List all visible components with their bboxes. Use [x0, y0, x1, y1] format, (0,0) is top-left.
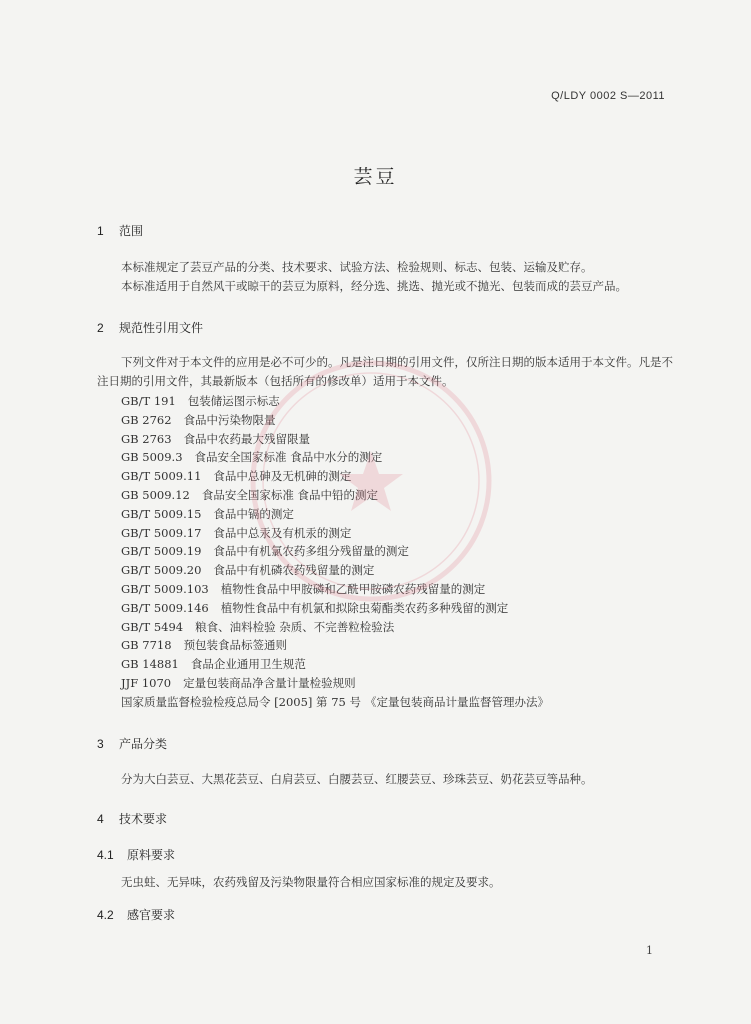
- reference-name: 包装储运图示标志: [187, 394, 280, 408]
- reference-item: [121, 599, 549, 618]
- reference-code: GB 7718: [121, 638, 172, 653]
- reference-item: [121, 542, 549, 561]
- reference-name: 食品中有机磷农药残留量的测定: [213, 563, 375, 578]
- reference-code: GB/T 5009.19: [121, 544, 202, 559]
- reference-item: [121, 674, 549, 693]
- section-2-heading: [97, 319, 203, 336]
- reference-item: [121, 561, 549, 580]
- scope-paragraph-1: 本标准规定了芸豆产品的分类、技术要求、试验方法、检验规则、标志、包装、运输及贮存。: [121, 260, 593, 274]
- section-3-heading: [97, 735, 167, 752]
- reference-name: 食品中总汞及有机汞的测定: [213, 525, 352, 540]
- reference-name: 食品安全国家标准 食品中水分的测定: [194, 450, 383, 465]
- reference-code: GB/T 5009.103: [121, 581, 209, 596]
- reference-code: GB 2762: [121, 412, 172, 427]
- reference-item: [121, 448, 549, 467]
- section-3-title: 产品分类: [119, 737, 168, 751]
- reference-item: [121, 467, 549, 486]
- section-2-number: 2: [97, 321, 104, 335]
- reference-item: [121, 618, 549, 637]
- section-4-2-title: 感官要求: [127, 908, 176, 922]
- reference-list: [121, 392, 549, 712]
- section-4-number: 4: [97, 812, 104, 826]
- scope-paragraph-2: 本标准适用于自然风干或晾干的芸豆为原料，经分选、挑选、抛光或不抛光、包装而成的芸豆产品。: [121, 279, 627, 293]
- classification-text: 分为大白芸豆、大黑花芸豆、白肩芸豆、白腰芸豆、红腰芸豆、珍珠芸豆、奶花芸豆等品种。: [121, 772, 593, 786]
- reference-item: [121, 580, 549, 599]
- reference-item: [121, 524, 549, 543]
- reference-code: 国家质量监督检验检疫总局令 [2005] 第 75 号: [121, 694, 361, 709]
- reference-code: GB/T 5009.15: [121, 506, 202, 521]
- reference-code: JJF 1070: [121, 675, 172, 690]
- reference-item: [121, 636, 549, 655]
- reference-name: 食品中农药最大残留限量: [183, 431, 311, 446]
- section-1-heading: [97, 222, 143, 239]
- reference-code: GB/T 5009.11: [121, 469, 202, 484]
- reference-name: 植物性食品中有机氯和拟除虫菊酯类农药多种残留的测定: [220, 600, 509, 615]
- reference-code: GB 2763: [121, 431, 172, 446]
- reference-name: 食品企业通用卫生规范: [190, 657, 306, 672]
- reference-code: GB 14881: [121, 657, 179, 672]
- section-3-number: 3: [97, 737, 104, 751]
- section-4-1-heading: [97, 846, 175, 863]
- section-1-title: 范围: [119, 224, 144, 238]
- reference-code: GB/T 5009.146: [121, 600, 209, 615]
- reference-item: [121, 486, 549, 505]
- raw-material-text: 无虫蛀、无异味，农药残留及污染物限量符合相应国家标准的规定及要求。: [121, 875, 501, 889]
- reference-name: 食品中污染物限量: [183, 412, 276, 427]
- reference-name: 食品安全国家标准 食品中铅的测定: [201, 487, 379, 502]
- section-1-number: 1: [97, 224, 104, 238]
- reference-name: 粮食、油料检验 杂质、不完善粒检验法: [195, 619, 395, 634]
- reference-code: GB/T 5009.17: [121, 525, 202, 540]
- reference-item: [121, 655, 549, 674]
- section-4-1-title: 原料要求: [127, 848, 176, 862]
- reference-code: GB/T 5009.20: [121, 563, 202, 578]
- section-4-2-number: 4.2: [97, 908, 114, 922]
- section-4-1-number: 4.1: [97, 848, 114, 862]
- reference-item: [121, 392, 549, 411]
- reference-name: 《定量包装商品计量监督管理办法》: [365, 694, 549, 709]
- section-4-heading: [97, 810, 167, 827]
- reference-name: 预包装食品标签通则: [183, 638, 288, 653]
- page-number: 1: [646, 944, 653, 957]
- reference-name: 定量包装商品净含量计量检验规则: [183, 675, 356, 690]
- reference-name: 食品中总砷及无机砷的测定: [213, 469, 352, 484]
- reference-item: [121, 411, 549, 430]
- reference-code: GB/T 191: [121, 394, 176, 408]
- reference-item: [121, 430, 549, 449]
- reference-item: [121, 505, 549, 524]
- section-4-2-heading: [97, 906, 175, 923]
- reference-name: 食品中有机氯农药多组分残留量的测定: [213, 544, 409, 559]
- reference-code: GB 5009.12: [121, 487, 190, 502]
- section-2-title: 规范性引用文件: [119, 321, 204, 335]
- section-4-title: 技术要求: [119, 812, 168, 826]
- references-intro: 下列文件对于本文件的应用是必不可少的。凡是注日期的引用文件，仅所注日期的版本适用于本文件。凡是不注日期的引用文件，其最新版本（包括所有的修改单）适用于本文件。: [97, 355, 673, 388]
- reference-code: GB 5009.3: [121, 450, 183, 465]
- reference-name: 植物性食品中甲胺磷和乙酰甲胺磷农药残留量的测定: [220, 581, 486, 596]
- standard-code: Q/LDY 0002 S—2011: [551, 90, 665, 102]
- document-title: 芸豆: [353, 166, 398, 188]
- reference-item: [121, 693, 549, 712]
- reference-name: 食品中镉的测定: [213, 506, 294, 521]
- reference-code: GB/T 5494: [121, 619, 184, 634]
